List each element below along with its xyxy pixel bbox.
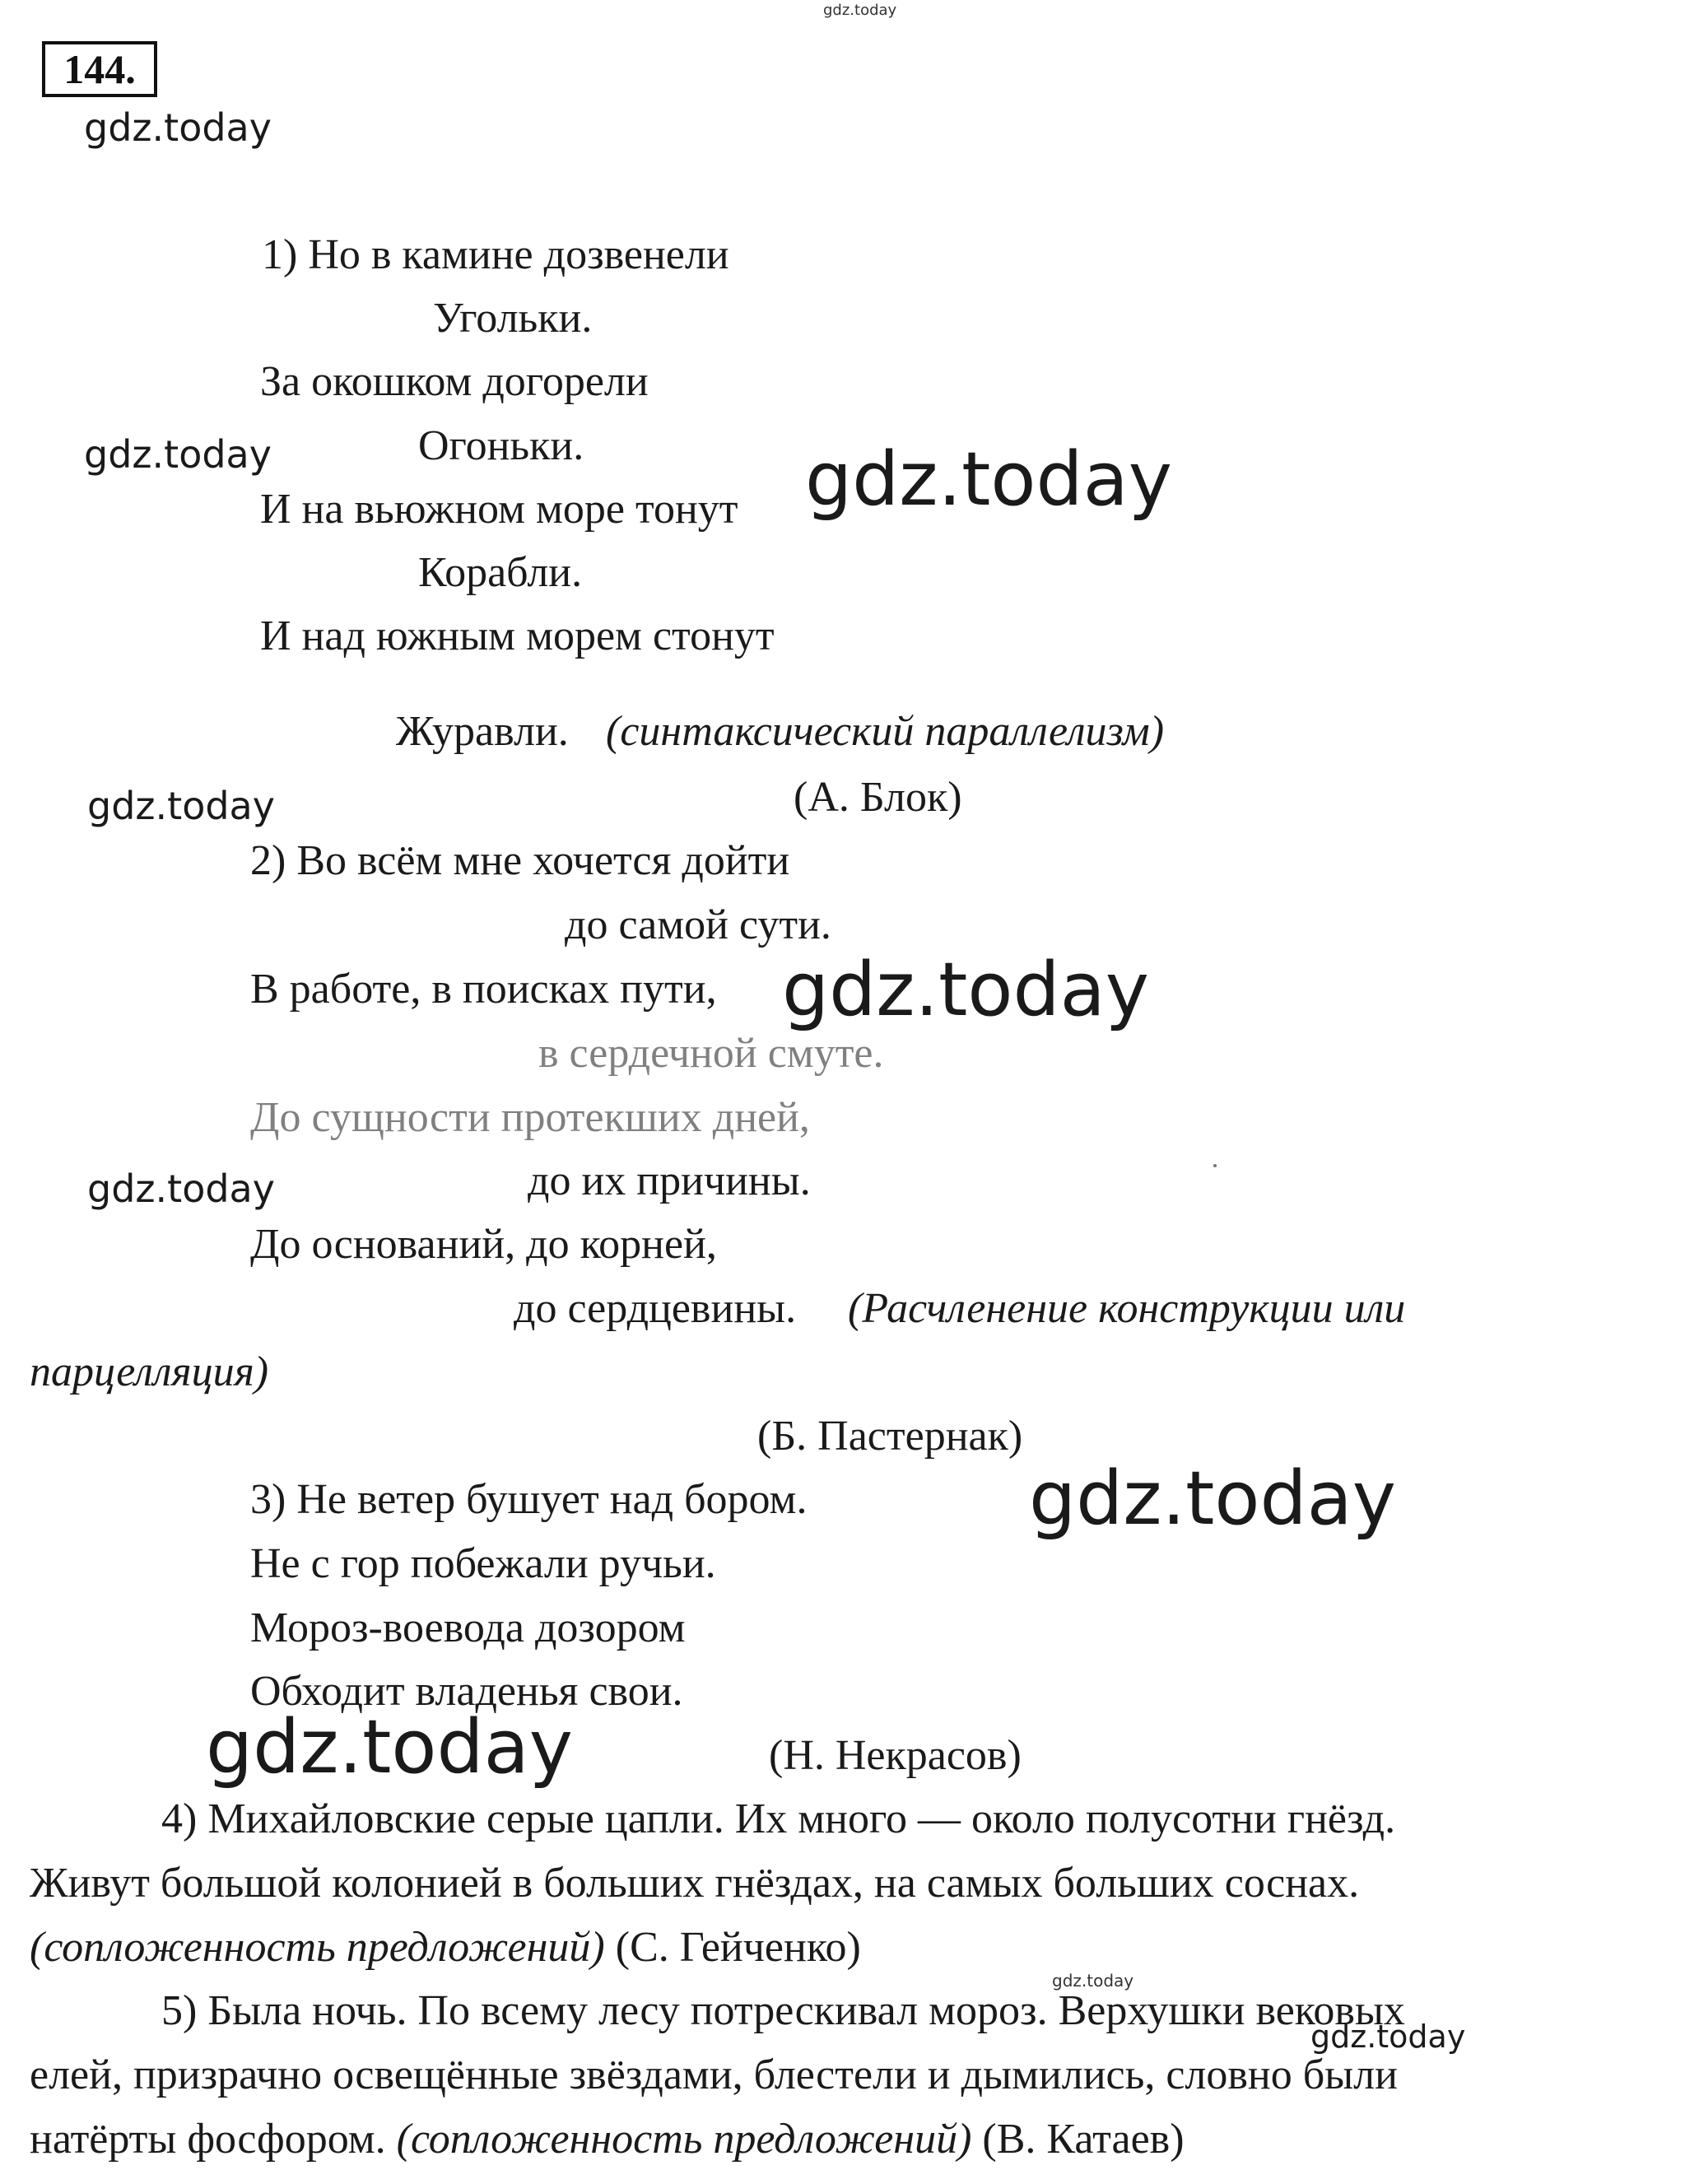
poem3-line-3: Мороз-воевода дозором	[250, 1604, 686, 1651]
poem3-author: (Н. Некрасов)	[769, 1732, 1022, 1779]
watermark-6: gdz.today	[1029, 1455, 1397, 1542]
watermark-header: gdz.today	[84, 105, 272, 150]
prose5-device-line	[30, 2115, 1185, 2164]
prose5-device: (сопложенность предложений)	[396, 2116, 972, 2163]
poem1-line-6: Корабли.	[418, 549, 583, 596]
watermark-3: gdz.today	[87, 784, 275, 828]
poem3-line-2: Не с гор побежали ручьи.	[250, 1540, 716, 1587]
poem1-device: (синтаксический параллелизм)	[606, 708, 1165, 755]
poem2-line-2: до самой сути.	[565, 901, 831, 948]
prose4-device-line	[30, 1923, 861, 1972]
poem1-line-8: Журавли.	[396, 708, 569, 755]
poem2-line-5: До сущности протекших дней,	[250, 1094, 810, 1141]
poem2-line-8: до сердцевины.	[514, 1285, 797, 1332]
exercise-number: 144.	[63, 46, 136, 92]
speck	[1213, 1164, 1217, 1167]
poem2-line-1: 2) Во всём мне хочется дойти	[250, 837, 790, 884]
prose5-author: (В. Катаев)	[982, 2116, 1185, 2163]
poem2-device-part1: (Расчленение конструкции или	[848, 1285, 1406, 1332]
watermark-7: gdz.today	[206, 1704, 574, 1791]
poem1-line-1: 1) Но в камине дозвенели	[262, 231, 729, 278]
poem3-line-4: Обходит владенья свои.	[250, 1668, 683, 1715]
poem2-line-4: в сердечной смуте.	[538, 1030, 884, 1077]
exercise-number-badge	[42, 41, 157, 97]
poem1-line-2: Угольки.	[433, 295, 593, 342]
prose5-line-3: натёрты фосфором.	[30, 2116, 386, 2163]
poem2-line-7: До оснований, до корней,	[250, 1221, 717, 1268]
poem1-line-5: И на вьюжном море тонут	[260, 486, 738, 533]
poem1-line-4: Огоньки.	[418, 422, 584, 469]
watermark-8: gdz.today	[1052, 1971, 1134, 1991]
prose4-device: (сопложенность предложений)	[30, 1924, 605, 1971]
watermark-5: gdz.today	[87, 1167, 275, 1211]
watermark-1: gdz.today	[84, 432, 272, 477]
prose5-line-2: елей, призрачно освещённые звёздами, блестели и дымились, словно были	[30, 2051, 1398, 2098]
poem2-line-3: В работе, в поисках пути,	[250, 966, 717, 1013]
prose5-line-1: 5) Была ночь. По всему лесу потрескивал мороз. Верхушки вековых	[161, 1987, 1405, 2034]
poem1-author: (А. Блок)	[794, 774, 962, 821]
poem2-line-6: до их причины.	[528, 1157, 811, 1204]
poem1-line-7: И над южным морем стонут	[260, 612, 775, 659]
poem1-line-3: За окошком догорели	[260, 358, 649, 405]
prose4-author: (С. Гейченко)	[615, 1924, 861, 1971]
prose4-line-2: Живут большой колонией в больших гнёздах, на самых больших соснах.	[30, 1860, 1360, 1907]
poem3-line-1: 3) Не ветер бушует над бором.	[250, 1476, 808, 1523]
prose4-line-1: 4) Михайловские серые цапли. Их много — около полусотни гнёзд.	[161, 1795, 1396, 1842]
poem2-device-part2: парцелляция)	[30, 1348, 269, 1395]
watermark-4: gdz.today	[782, 947, 1150, 1033]
watermark-top: gdz.today	[823, 2, 897, 19]
watermark-9: gdz.today	[1310, 2019, 1466, 2055]
watermark-2: gdz.today	[805, 436, 1173, 523]
poem2-author: (Б. Пастернак)	[757, 1413, 1023, 1460]
